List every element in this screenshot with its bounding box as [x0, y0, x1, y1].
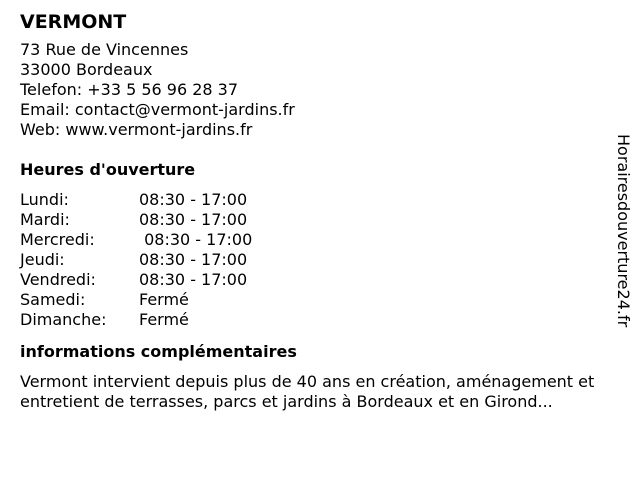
additional-info-heading: informations complémentaires — [20, 342, 297, 361]
day-hours: 08:30 - 17:00 — [139, 210, 248, 229]
website-text: Web: www.vermont-jardins.fr — [20, 120, 253, 139]
day-label: Mardi: — [20, 210, 70, 229]
day-label: Vendredi: — [20, 270, 96, 289]
hours-row-friday — [20, 270, 620, 290]
phone-text: Telefon: +33 5 56 96 28 37 — [20, 80, 239, 99]
day-label: Dimanche: — [20, 310, 107, 329]
address-street: 73 Rue de Vincennes — [20, 40, 189, 59]
day-hours: 08:30 - 17:00 — [139, 190, 248, 209]
opening-hours-table — [20, 190, 620, 330]
hours-row-wednesday — [20, 230, 620, 250]
site-watermark: Horairesdouverture24.fr — [614, 134, 633, 328]
day-hours: Fermé — [139, 290, 189, 309]
day-hours: 08:30 - 17:00 — [139, 270, 248, 289]
contact-block — [20, 40, 620, 140]
email-text: Email: contact@vermont-jardins.fr — [20, 100, 295, 119]
additional-info-text: Vermont intervient depuis plus de 40 ans en création, aménagement et entretient de terrasses, parcs et jardins à Bordeaux et en Girond... — [20, 372, 595, 411]
day-label: Mercredi: — [20, 230, 95, 249]
hours-row-monday — [20, 190, 620, 210]
hours-row-tuesday — [20, 210, 620, 230]
day-label: Samedi: — [20, 290, 86, 309]
hours-row-sunday — [20, 310, 620, 330]
opening-hours-heading: Heures d'ouverture — [20, 160, 196, 179]
hours-row-saturday — [20, 290, 620, 310]
business-name: VERMONT — [20, 11, 127, 33]
day-label: Jeudi: — [20, 250, 65, 269]
day-hours: 08:30 - 17:00 — [139, 230, 253, 249]
hours-row-thursday — [20, 250, 620, 270]
day-hours: 08:30 - 17:00 — [139, 250, 248, 269]
business-card — [20, 10, 620, 412]
address-city: 33000 Bordeaux — [20, 60, 153, 79]
day-label: Lundi: — [20, 190, 69, 209]
day-hours: Fermé — [139, 310, 189, 329]
